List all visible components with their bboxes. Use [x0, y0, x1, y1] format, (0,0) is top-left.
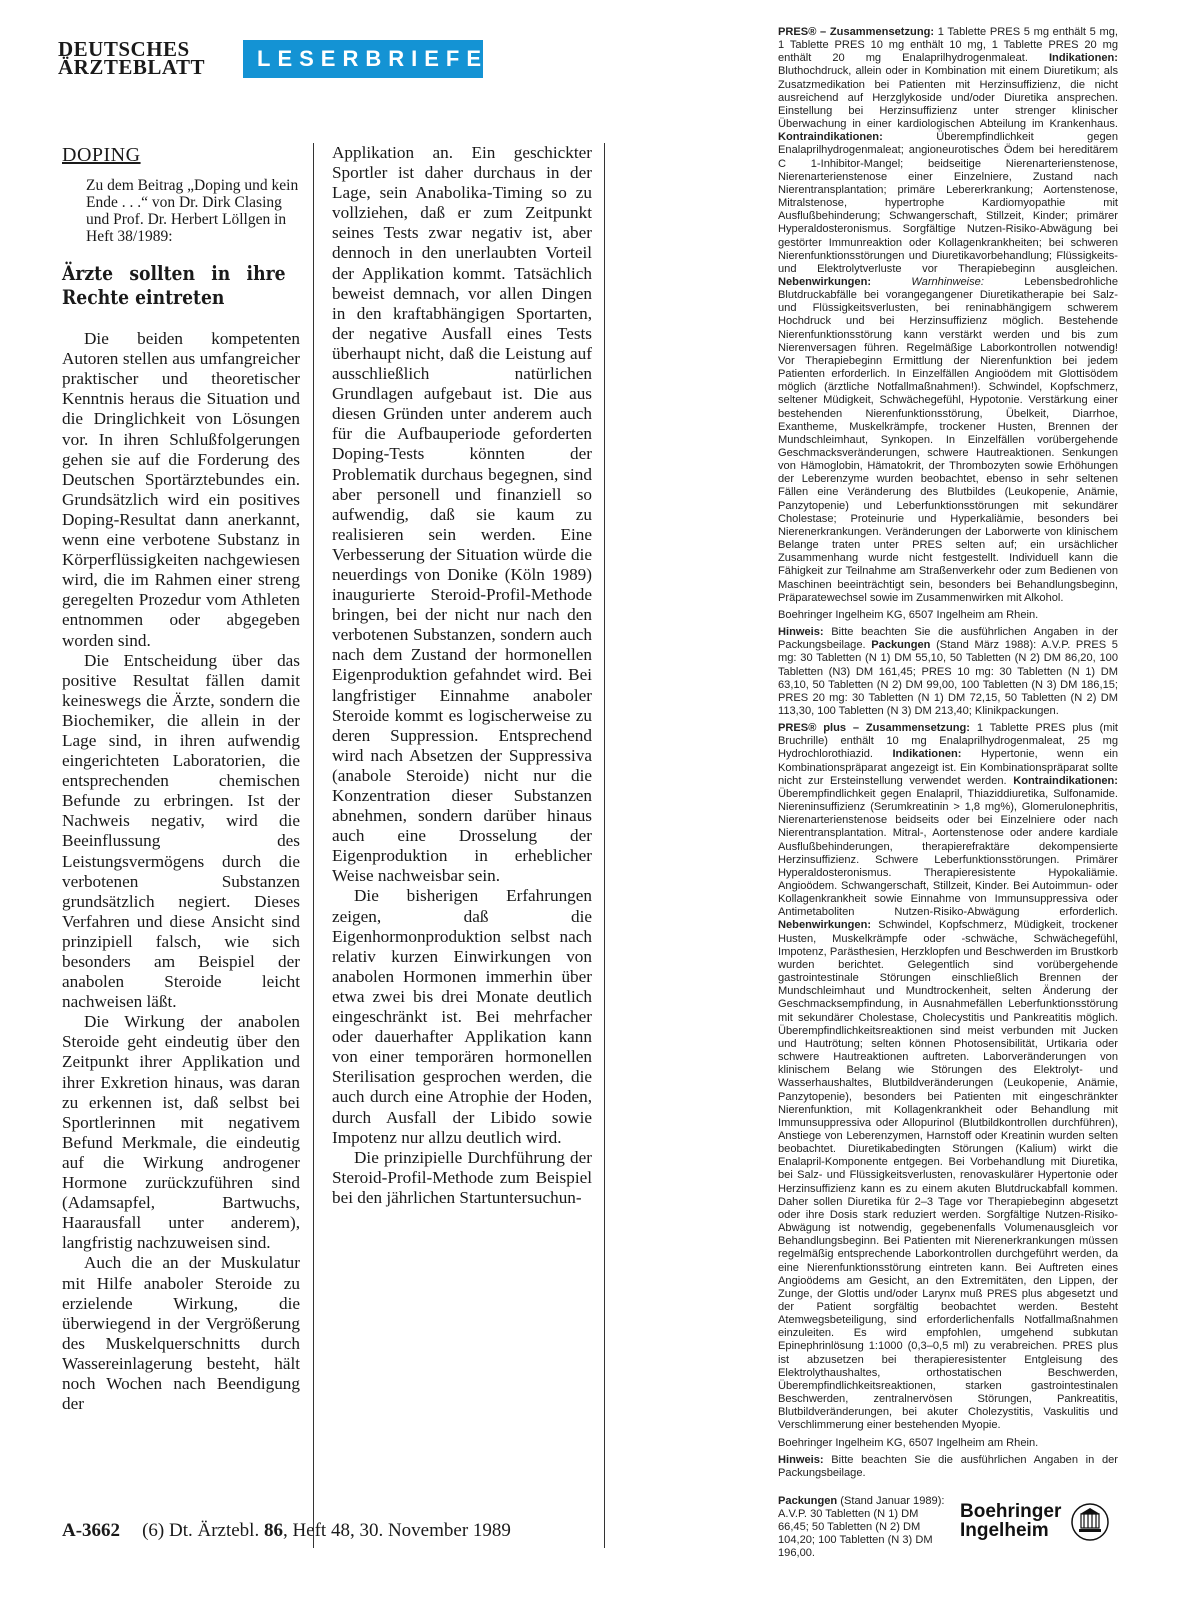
column-divider: [604, 143, 605, 1548]
ad-label: Indikationen:: [892, 748, 962, 761]
article-column-2: [332, 143, 592, 1208]
ad-pres-paragraph: [778, 26, 1118, 605]
ad-hinweis: [778, 1454, 1118, 1480]
boehringer-seal-icon: [1070, 1502, 1110, 1542]
page-number: A-3662: [62, 1520, 121, 1541]
ad-heading: PRES® plus – Zusammensetzung:: [778, 722, 971, 735]
citation-volume: 86: [263, 1520, 283, 1541]
ad-label: Packungen: [871, 639, 931, 652]
article-column-1: [62, 145, 300, 1414]
paragraph: Applikation an. Ein geschickter Sportler ist daher durchaus in der Lage, sein Anabolika-Timing so zu vollziehen, daß er zum Zeitpunkt seines Tests zwar negativ ist, aber dennoch in den unerlaubten Vorteil der Applikation kommt. Tatsächlich beweist demnach, vor allen Dingen in den kraftabhängigen Sportarten, der negative Ausfall eines Tests überhaupt nicht, daß die Leistung auf ausschließlich natürlichen Grundlagen aufgebaut ist. Die aus diesen Gründen unter anderem auch für die Aufbauperiode geforderten Doping-Tests könnten der Problematik durchaus begegnen, sind aber personell und finanziell so aufwendig, daß sie kaum zu realisieren sein werden. Eine Verbesserung der Situation würde die neuerdings von Donike (Köln 1989) inaugurierte Steroid-Profil-Methode bringen, bei der nicht nur nach den verbotenen Substanzen, sondern auch nach dem Zustand der hormonellen Eigenproduktion gefahndet wird. Bei langfristiger Einnahme anaboler Steroide kommt es logischerweise zu deren Suppression. Entsprechend wird nach Absetzen der Suppressiva (anabole Steroide) nicht nur die Konzentration dieser Substanzen abnehmen, sondern darüber hinaus auch eine Drosselung der Eigenproduktion in erheblicher Weise nachweisbar sein.: [332, 143, 592, 886]
logo-line-1: Boehringer: [960, 1501, 1062, 1522]
ad-packaging: [778, 1495, 948, 1560]
article-headline: Ärzte sollten in ihre Rechte eintreten: [62, 261, 286, 310]
ad-text: 1 Tablette PRES 5 mg enthält 5 mg, 1 Tablette PRES 10 mg enthält 10 mg, 1 Tablette PRES 20 mg enthält 20 mg Enalaprilhydrogenmaleat.: [778, 26, 1118, 65]
ad-text: 1 Tablette PRES plus (mit Bruchrille) enthält 10 mg Enalaprilhydrogenmaleat, 25 mg Hydrochlorothiazid.: [778, 722, 1119, 761]
ad-label: Nebenwirkungen:: [778, 275, 872, 288]
ad-company: Boehringer Ingelheim KG, 6507 Ingelheim am Rhein.: [778, 1436, 1039, 1449]
logo-wordmark: [960, 1502, 1061, 1540]
ad-label: Hinweis:: [778, 626, 824, 639]
ad-text: Hypertonie, wenn ein Kombinationspräparat angezeigt ist. Ein Kombinationspräparat sollte nicht zur Ersteinstellung verwendet werden.: [778, 748, 1118, 787]
paragraph: Auch die an der Muskulatur mit Hilfe anaboler Steroide zu erzielende Wirkung, die überwiegend in der Vergrößerung des Muskelquerschnitts durch Wassereinlagerung besteht, hält noch Wochen nach Beendigung der: [62, 1253, 300, 1414]
section-banner: LESERBRIEFE: [243, 40, 483, 78]
ad-pres-plus-paragraph: [778, 722, 1118, 1432]
ad-text: Bitte beachten Sie die ausführlichen Angaben in der Packungsbeilage.: [778, 1453, 1118, 1479]
ad-text: Lebensbedrohliche Blutdruckabfälle bei vorangegangener Diuretikatherapie bei Salz- und Flüssigkeitsverlusten, bei reninabhängigem schwerem Hochdruck und bei Herzinsuffizienz möglich. Bestehende Nierenfunktionsstörung kann verstärkt werden und bis zum Nierenversagen führen. Regelmäßige Laborkontrollen notwendig! Vor Therapiebeginn Ermittlung der Nierenfunktion bei jedem Patienten erforderlich. In Einzelfällen Angioödem mit Glottisödem möglich (ärztliche Notfallmaßnahmen!). Schwindel, Kopfschmerz, seltener Müdigkeit, Schwächegefühl, Hypotonie. Verstärkung einer bestehenden Nierenfunktionsstörung, Übelkeit, Diarrhoe, Exantheme, Muskelkrämpfe, trockener Husten, Brennen der Mundschleimhaut, Synkopen. In Einzelfällen vorübergehende Geschmacksveränderungen, schwere Hautreaktionen. Senkungen von Hämoglobin, Hämatokrit, der Thrombozyten sowie Erhöhungen der Leberenzyme wurden beobachtet, ebenso in sehr seltenen Fällen eine Veränderung des Blutbildes (Leukopenie, Anämie, Panzytopenie) und Leberfunktionsstörungen mit sekundärer Cholestase; Proteinurie und Hyperkaliämie, besonders bei Nierenerkrankungen. Veränderungen der Laborwerte von klinischem Belange traten unter PRES selten auf; ein ursächlicher Zusammenhang wurde nicht festgestellt. Individuell kann die Fähigkeit zur Teilnahme am Straßenverkehr oder zum Bedienen von Maschinen beeinträchtigt sein, besonders bei Behandlungsbeginn, Präparatewechsel sowie im Zusammenwirken mit Alkohol.: [778, 275, 1118, 604]
brand-line-2: ÄRZTEBLATT: [58, 55, 205, 79]
ad-text: Überempfindlichkeit gegen Enalaprilhydrogenmaleat; angioneurotisches Ödem bei hereditärem C 1-Inhibitor-Mangel; beidseitige Nierenarterienstenose, Nierenarterienstenose einer Einzelniere, Zustand nach Nierentransplantation; primäre Lebererkrankung; Aortenstenose, Mitralstenose, hypertrophe Kardiomyopathie mit Ausflußbehinderung; Schwangerschaft, Stillzeit, Kinder; primärer Hyperaldosteronismus. Sorgfältige Nutzen-Risiko-Abwägung bei gestörter Immunreaktion oder Kollagenkrankheiten; bei schweren Nierenfunktionsstörungen und Diuretikavorbehandlung; Flüssigkeits- und Elektrolytverluste vor Therapiebeginn ausgleichen.: [778, 131, 1118, 275]
column-divider: [313, 143, 314, 1548]
rubric: DOPING: [62, 144, 141, 166]
ad-label: Warnhinweise:: [911, 275, 984, 288]
ad-label: Packungen: [778, 1495, 838, 1507]
ad-label: Kontraindikationen:: [1013, 774, 1118, 787]
ad-text: Schwindel, Kopfschmerz, Müdigkeit, trockener Husten, Muskelkrämpfe oder -schwäche, Schwächegefühl, Impotenz, Parästhesien, Herzklopfen und Beschwerden im Brustkorb wurden berichtet. Gelegentlich sind vorübergehende gastrointestinale Störungen einschließlich Brennen der Mundschleimhaut und Mundtrockenheit, selten Änderung der Geschmacksempfindung, in Ausnahmefällen Leberfunktionsstörung mit sekundärer Cholestase, Cholecystitis und Pankreatitis möglich. Überempfindlichkeitsreaktionen sind meist verbunden mit Jucken und Hautrötung; selten können Photosensibilität, Urtikaria oder schwere Hautreaktionen auftreten. Laborveränderungen von klinischem Belang wie Störungen des Elektrolyt- und Wasserhaushaltes, Blutbildveränderungen (Leukopenie, Anämie, Panzytopenie), besonders bei Patienten mit eingeschränkter Nierenfunktion, mit Kollagenkrankheit oder Behandlung mit Immunsuppressiva oder Allopurinol (Blutbildkontrollen durchführen), Anstiege von Leberenzymen, Harnstoff oder Kreatinin wurden selten beobachtet. Diuretikabedingten Störungen (Kalium) wirkt die Enalapril-Komponente entgegen. Bei Vorbehandlung mit Diuretika, bei Salz- und Flüssigkeitsverlusten, renovaskulärer Hypertonie oder Herzinsuffizienz kann es zu einem akuten Blutdruckabfall kommen. Daher sollen Diuretika für 2–3 Tage vor Therapiebeginn abgesetzt oder ihre Dosis stark reduziert werden. Sorgfältige Nutzen-Risiko-Abwägung ist notwendig, gegebenenfalls Volumenausgleich vor Behandlungsbeginn. Bei Patienten mit Nierenerkrankungen müssen regelmäßig entsprechende Laborkontrollen durchgeführt werden, da eine Nierenfunktionsstörung eintreten kann. Bei Auftreten eines Angioödems am Gesicht, an den Extremitäten, den Lippen, der Zunge, der Glottis und/oder Larynx muß PRES plus abgesetzt und der Patient sorgfältig beobachtet werden. Besteht Atemwegsbeteiligung, sind erforderlichenfalls Notfallmaßnahmen einzuleiten. Es wird empfohlen, umgehend subkutan Epinephrinlösung 1:1000 (0,3–0,5 ml) zu verabreichen. PRES plus ist abzusetzen bei therapieresistenter Entgleisung des Elektrolythaushaltes, orthostatischen Beschwerden, Überempfindlichkeitsreaktionen, starken gastrointestinalen Beschwerden, zentralnervösen Störungen, Pankreatitis, Blutbildveränderungen, bei akuter Cholezystitis, Vaskulitis und Verschlimmerung einer bestehenden Myopie.: [778, 919, 1118, 1432]
paragraph: Die beiden kompetenten Autoren stellen aus umfangreicher praktischer und theoretischer Kenntnis heraus die Situation und die Dringlichkeit von Lösungen vor. In ihren Schlußfolgerungen gehen sie auf die Forderung des Deutschen Sportärztebundes ein. Grundsätzlich wird ein positives Doping-Resultat dann anerkannt, wenn eine verbotene Substanz in Körperflüssigkeiten nachgewiesen wird, die im Rahmen einer streng geregelten Prozedur vom Athleten entnommen oder abgegeben worden sind.: [62, 329, 300, 650]
ad-label: Nebenwirkungen:: [778, 919, 872, 932]
journal-logo: [58, 37, 238, 79]
page-footer: [62, 1520, 511, 1542]
boehringer-logo: [960, 1502, 1061, 1540]
ad-text: Bitte beachten Sie die ausführlichen Angaben in der Packungsbeilage.: [778, 626, 1118, 652]
paragraph: Die Entscheidung über das positive Resultat fällen damit keineswegs die Ärzte, sondern die Biochemiker, die allein in der Lage sind, in ihren aufwendig eingerichteten Laboratorien, die entsprechenden chemischen Befunde zu erbringen. Ist der Nachweis negativ, wird die Beeinflussung des Leistungsvermögens durch die verbotenen Substanzen grundsätzlich negiert. Dieses Verfahren und diese Ansicht sind prinzipiell falsch, wie sich besonders am Beispiel der anabolen Steroide leicht nachweisen läßt.: [62, 650, 300, 1012]
ad-text: Bluthochdruck, allein oder in Kombination mit einem Diuretikum; als Zusatzmedikation bei Patienten mit Herzinsuffizienz, die nicht ausreichend auf Herzglykoside und/oder Diuretika ansprechen. Einstellung bei Herzinsuffizienz unter strenger klinischer Überwachung in einer kardiologischen Abteilung im Krankenhaus.: [778, 65, 1118, 131]
paragraph: Die prinzipielle Durchführung der Steroid-Profil-Methode zum Beispiel bei den jährlichen Startuntersuchun-: [332, 1147, 592, 1207]
article-intro: Zu dem Beitrag „Doping und kein Ende . . .“ von Dr. Dirk Clasing und Prof. Dr. Herbert Löllgen in Heft 38/1989:: [86, 177, 299, 246]
ad-label: Indikationen:: [1048, 52, 1118, 65]
paragraph: Die bisherigen Erfahrungen zeigen, daß die Eigenhormonproduktion selbst nach relativ kurzen Einwirkungen von anabolen Hormonen immerhin über etwa zwei bis drei Monate deutlich eingeschränkt ist. Bei mehrfacher oder dauerhafter Applikation kann von einer temporären hormonellen Sterilisation gesprochen werden, die auch durch eine Atrophie der Hoden, durch Ausfall der Libido sowie Impotenz nur allzu deutlich wird.: [332, 886, 592, 1147]
ad-text: Überempfindlichkeit gegen Enalapril, Thiaziddiuretika, Sulfonamide. Niereninsuffizienz (Serumkreatinin > 1,8 mg%), Glomerulonephritis, Nierenarterienstenose beidseits oder bei Einzelniere oder nach Nierentransplantation. Mitral-, Aortenstenose oder andere kardiale Ausflußbehinderungen, therapierefraktäre dekompensierte Herzinsuffizienz. Schwere Leberfunktionsstörungen. Primärer Hyperaldosteronismus. Therapieresistente Hypokaliämie. Angioödem. Schwangerschaft, Stillzeit, Kinder. Bei Autoimmun- oder Kollagenkrankheit sowie Einnahme von Immunsuppressiva oder Antimetaboliten Nutzen-Risiko-Abwägung erforderlich.: [778, 787, 1118, 919]
ad-label: Hinweis:: [778, 1453, 824, 1466]
ad-label: Kontraindikationen:: [778, 131, 883, 144]
paragraph: Die Wirkung der anabolen Steroide geht eindeutig über den Zeitpunkt ihrer Applikation und ihrer Exkretion hinaus, was daran zu erkennen ist, daß selbst bei Sportlerinnen mit negativem Befund Merkmale, die eindeutig auf die Wirkung androgener Hormone zurückzuführen sind (Adamsapfel, Bartwuchs, Haarausfall unter anderem), langfristig nachzuweisen sind.: [62, 1012, 300, 1253]
ad-heading: PRES® – Zusammensetzung:: [778, 26, 935, 38]
citation-pre: (6) Dt. Ärztebl.: [142, 1520, 264, 1541]
ad-hinweis: [778, 626, 1118, 718]
ad-text: (Stand Januar 1989): A.V.P. 30 Tabletten (N 1) DM 66,45; 50 Tabletten (N 2) DM 104,20; 100 Tabletten (N 3) DM 196,00.: [778, 1495, 945, 1559]
logo-line-2: Ingelheim: [960, 1520, 1049, 1541]
citation-post: , Heft 48, 30. November 1989: [282, 1520, 511, 1541]
drug-advertisement: [778, 26, 1118, 1484]
brand-line-1: DEUTSCHES: [58, 37, 190, 61]
ad-company: Boehringer Ingelheim KG, 6507 Ingelheim am Rhein.: [778, 608, 1039, 621]
ad-text: (Stand März 1988): A.V.P. PRES 5 mg: 30 Tabletten (N 1) DM 55,10, 50 Tabletten (N 2) DM 86,20, 100 Tabletten (N3) DM 161,45; PRES 10 mg: 30 Tabletten (N 1) DM 63,10, 50 Tabletten (N 2) DM 99,00, 100 Tabletten (N 3) DM 186,15; PRES 20 mg: 30 Tabletten (N 1) DM 72,15, 50 Tabletten (N 2) DM 113,30, 100 Tabletten (N 3) DM 213,40; Klinikpackungen.: [778, 639, 1118, 717]
